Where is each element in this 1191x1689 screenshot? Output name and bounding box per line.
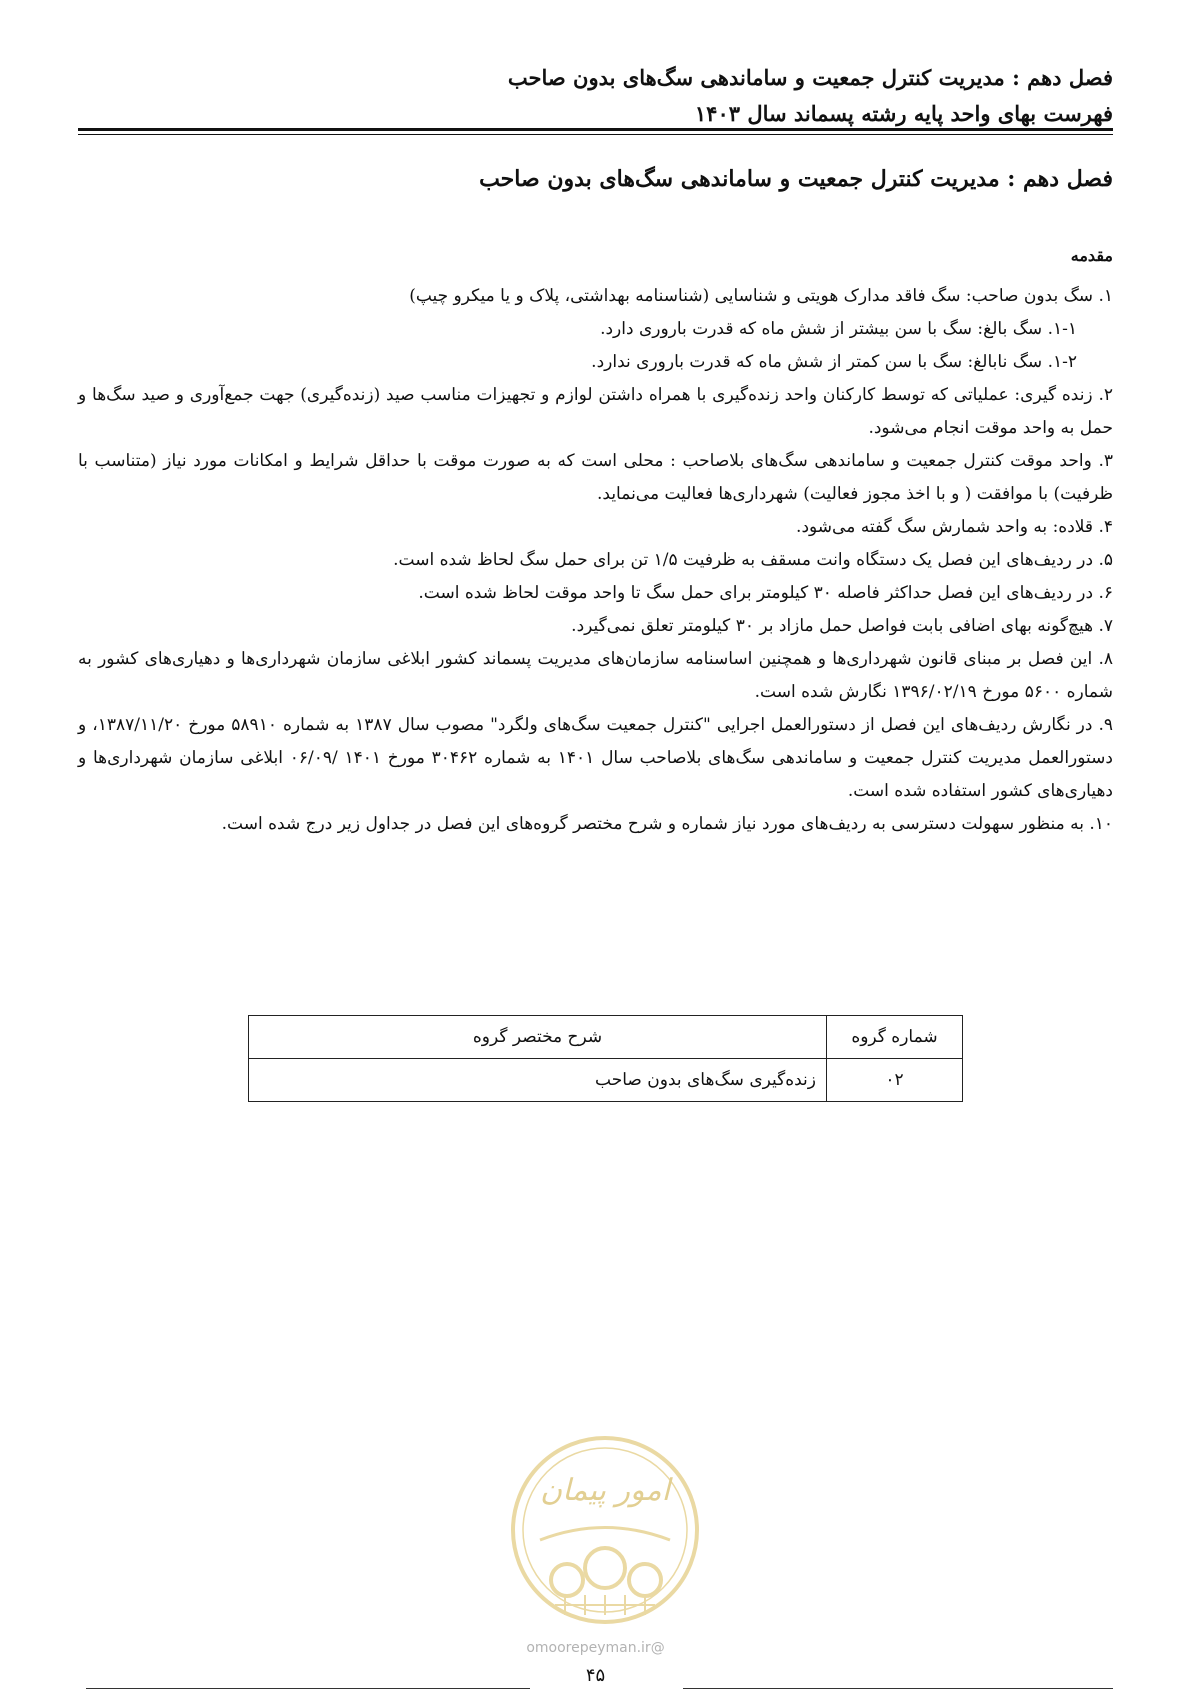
site-credit: @omoorepeyman.ir <box>526 1640 665 1656</box>
header-group-number: شماره گروه <box>827 1016 963 1059</box>
intro-heading: مقدمه <box>1070 246 1113 265</box>
intro-item: ۷. هیچ‌گونه بهای اضافی بابت فواصل حمل مازاد بر ۳۰ کیلومتر تعلق نمی‌گیرد. <box>571 616 1113 636</box>
page-number: ۴۵ <box>585 1665 606 1686</box>
header-rule-thin <box>78 134 1113 135</box>
intro-subitem: ۱-۱. سگ بالغ: سگ با سن بیشتر از شش ماه که قدرت باروری دارد. <box>600 319 1077 339</box>
header-rule-thick <box>78 128 1113 131</box>
table-row <box>249 1059 963 1102</box>
intro-item: ۸. این فصل بر مبنای قانون شهرداری‌ها و همچنین اساسنامه سازمان‌های مدیریت پسماند کشور ابلاغی سازمان شهرداری‌ها و دهیاری‌های کشور به شماره ۵۶۰۰ مورخ ۱۳۹۶/۰۲/۱۹ نگارش شده است. <box>78 649 1113 702</box>
chapter-title: فصل دهم : مدیریت کنترل جمعیت و ساماندهی سگ‌های بدون صاحب <box>479 166 1113 192</box>
intro-item: ۴. قلاده: به واحد شمارش سگ گفته می‌شود. <box>796 517 1113 537</box>
svg-text:امور پیمان: امور پیمان <box>540 1473 670 1508</box>
intro-item: ۱. سگ بدون صاحب: سگ فاقد مدارک هویتی و شناسایی (شناسنامه بهداشتی، پلاک و یا میکرو چیپ) <box>409 286 1113 306</box>
cell-group-number: ۰۲ <box>827 1059 963 1102</box>
intro-item: ۲. زنده گیری: عملیاتی که توسط کارکنان واحد زنده‌گیری با همراه داشتن لوازم و تجهیزات مناسب صید (زنده‌گیری) جهت جمع‌آوری و صید سگ‌ها و حمل به واحد موقت انجام می‌شود. <box>78 385 1113 438</box>
seal-watermark-icon <box>505 1430 705 1630</box>
header-group-description: شرح مختصر گروه <box>249 1016 827 1059</box>
cell-group-description: زنده‌گیری سگ‌های بدون صاحب <box>249 1059 827 1102</box>
intro-items <box>78 280 1113 841</box>
intro-subitem: ۱-۲. سگ نابالغ: سگ با سن کمتر از شش ماه که قدرت باروری ندارد. <box>591 352 1077 372</box>
intro-item: ۵. در ردیف‌های این فصل یک دستگاه وانت مسقف به ظرفیت ۱/۵ تن برای حمل سگ لحاظ شده است. <box>393 550 1113 570</box>
intro-item: ۶. در ردیف‌های این فصل حداکثر فاصله ۳۰ کیلومتر برای حمل سگ تا واحد موقت لحاظ شده است. <box>418 583 1113 603</box>
table-header-row <box>249 1016 963 1059</box>
intro-item: ۳. واحد موقت کنترل جمعیت و ساماندهی سگ‌های بلاصاحب : محلی است که به صورت موقت با حداقل شرایط و امکانات مورد نیاز (متناسب با ظرفیت) با موافقت ( و با اخذ مجوز فعالیت) شهرداری‌ها فعالیت می‌نماید. <box>78 451 1113 504</box>
group-table <box>248 1015 963 1102</box>
running-header <box>78 60 1113 132</box>
intro-item: ۱۰. به منظور سهولت دسترسی به ردیف‌های مورد نیاز شماره و شرح مختصر گروه‌های این فصل در جداول زیر درج شده است. <box>221 814 1113 834</box>
header-subtitle: فهرست بهای واحد پایه رشته پسماند سال ۱۴۰۳ <box>694 101 1113 126</box>
header-chapter: فصل دهم : مدیریت کنترل جمعیت و ساماندهی سگ‌های بدون صاحب <box>507 65 1113 90</box>
intro-item: ۹. در نگارش ردیف‌های این فصل از دستورالعمل اجرایی "کنترل جمعیت سگ‌های ولگرد" مصوب سال ۱۳۸۷ به شماره ۵۸۹۱۰ مورخ ۱۳۸۷/۱۱/۲۰، و دستورالعمل مدیریت کنترل جمعیت و ساماندهی سگ‌های بلاصاحب سال ۱۴۰۱ به شماره ۳۰۴۶۲ مورخ ۱۴۰۱ /۰۶/۰۹ ابلاغی سازمان شهرداری‌ها و دهیاری‌های کشور استفاده شده است. <box>78 715 1113 801</box>
